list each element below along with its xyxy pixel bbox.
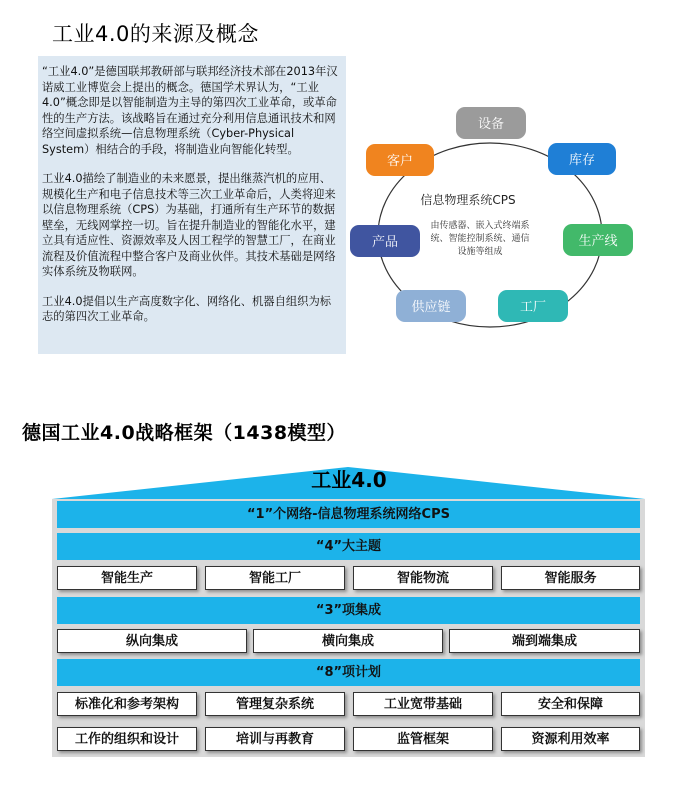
integration-vertical: 纵向集成 <box>57 629 247 653</box>
cycle-node-label: 客户 <box>386 154 414 169</box>
integration-end-to-end: 端到端集成 <box>449 629 640 653</box>
bar-eight-plans: “8”项计划 <box>57 659 640 686</box>
plan-work-organization: 工作的组织和设计 <box>57 727 197 751</box>
integration-horizontal: 横向集成 <box>253 629 443 653</box>
plan-broadband: 工业宽带基础 <box>353 692 493 716</box>
cycle-node-label: 产品 <box>371 235 399 250</box>
plan-standardization: 标准化和参考架构 <box>57 692 197 716</box>
concept-paragraph-2: 工业4.0描绘了制造业的未来愿景，提出继蒸汽机的应用、规模化生产和电子信息技术等三次工业革命后，人类将迎来以信息物理系统（CPS）为基础，打通所有生产环节的数据壁垒，无线网掌控一切。旨在提升制造业的智能化水平，建立具有适应性、资源效率及人因工程学的智慧工厂，在商业流程及价值流程中整合客户及商业伙伴。其技术基础是网络实体系统及物联网。 <box>42 172 336 278</box>
cycle-node-product <box>350 225 420 257</box>
theme-smart-production: 智能生产 <box>57 566 197 590</box>
bar-three-integrations: “3”项集成 <box>57 597 640 624</box>
cycle-node-factory <box>498 290 568 322</box>
plan-regulatory: 监管框架 <box>353 727 493 751</box>
bar-four-themes: “4”大主题 <box>57 533 640 560</box>
plan-resource-efficiency: 资源利用效率 <box>501 727 640 751</box>
cycle-node-supply-chain <box>396 290 466 322</box>
cycle-node-label: 库存 <box>568 153 596 168</box>
plan-complex-systems: 管理复杂系统 <box>205 692 345 716</box>
plan-safety-security: 安全和保障 <box>501 692 640 716</box>
concept-paragraph-1: “工业4.0”是德国联邦教研部与联邦经济技术部在2013年汉诺威工业博览会上提出的概念。德国学术界认为，“工业4.0”概念即是以智能制造为主导的第四次工业革命，或革命性的生产方法。该战略旨在通过充分利用信息通讯技术和网络空间虚拟系统—信息物理系统（Cyber-Physical System）相结合的手段，将制造业向智能化转型。 <box>42 65 338 156</box>
cycle-node-label: 工厂 <box>519 300 547 315</box>
cycle-center-title: 信息物理系统CPS <box>420 193 516 207</box>
cycle-node-production-line <box>563 224 633 256</box>
concept-text-panel <box>38 56 346 354</box>
cycle-node-label: 生产线 <box>578 234 618 249</box>
concept-paragraph-3: 工业4.0提倡以生产高度数字化、网络化、机器自组织为标志的第四次工业革命。 <box>42 294 332 323</box>
cycle-node-equipment <box>456 107 526 139</box>
cycle-node-customer <box>366 144 434 176</box>
section-title-1438-framework: 德国工业4.0战略框架（1438模型） <box>22 422 347 444</box>
bar-one-network: “1”个网络-信息物理系统网络CPS <box>57 501 640 528</box>
cycle-center-desc-line1: 由传感器、嵌入式终端系 <box>430 221 530 231</box>
cycle-node-label: 设备 <box>477 117 505 132</box>
cycle-center-desc-line2: 统、智能控制系统、通信 <box>430 234 530 244</box>
cycle-center-desc-line3: 设施等组成 <box>457 247 503 257</box>
theme-smart-service: 智能服务 <box>501 566 640 590</box>
cps-cycle-diagram <box>348 95 648 350</box>
theme-smart-factory: 智能工厂 <box>205 566 345 590</box>
plan-training: 培训与再教育 <box>205 727 345 751</box>
roof-label: 工业4.0 <box>311 468 387 492</box>
section-title-industry40-concept: 工业4.0的来源及概念 <box>52 22 259 46</box>
cycle-node-inventory <box>548 143 616 175</box>
theme-smart-logistics: 智能物流 <box>353 566 493 590</box>
cycle-node-label: 供应链 <box>411 300 451 315</box>
